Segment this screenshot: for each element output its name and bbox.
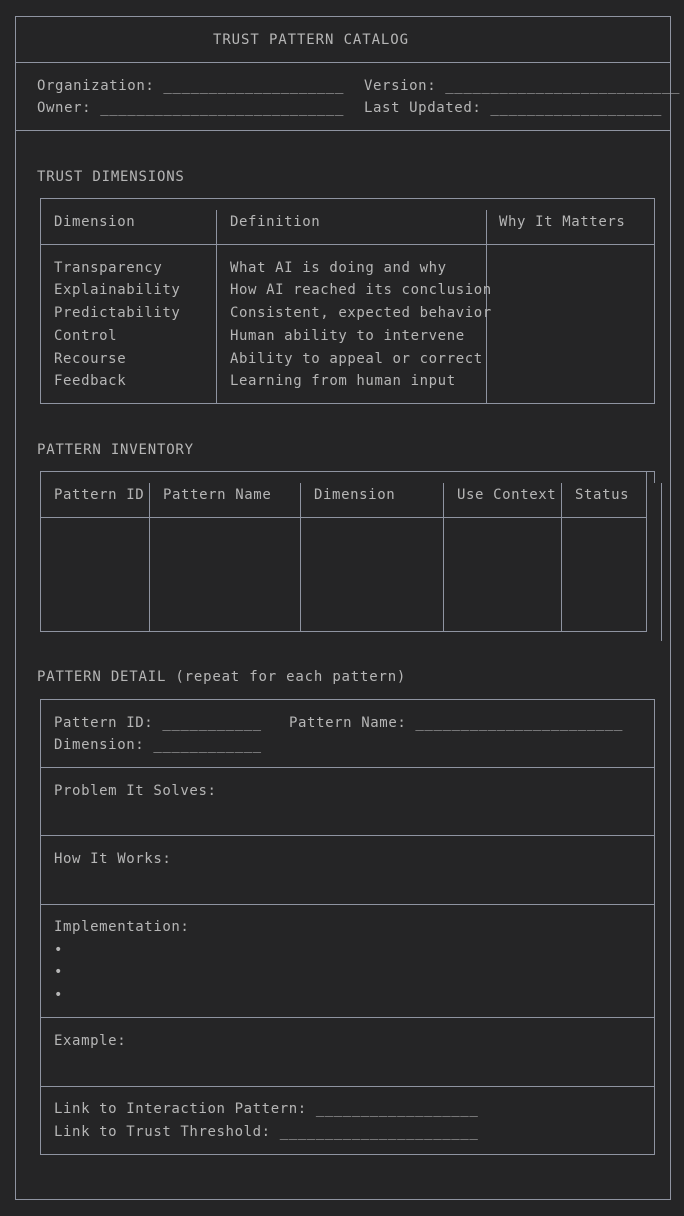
dimension-cell: Recourse	[54, 351, 127, 367]
detail-pattern-name: Pattern Name: _______________________	[289, 715, 624, 731]
detail-example-label: Example:	[54, 1033, 127, 1049]
definition-cell: Ability to appeal or correct	[230, 351, 483, 367]
definition-cell: How AI reached its conclusion	[230, 282, 492, 298]
detail-bullet: •	[54, 964, 64, 980]
col-header-definition: Definition	[230, 214, 321, 230]
detail-bullet: •	[54, 942, 64, 958]
col-header-why: Why It Matters	[499, 214, 626, 230]
dimension-cell: Control	[54, 328, 118, 344]
page-title: TRUST PATTERN CATALOG	[213, 32, 409, 48]
trust-dimensions-col-divider-1	[216, 210, 217, 404]
detail-implementation-label: Implementation:	[54, 919, 190, 935]
detail-divider-2	[40, 835, 655, 836]
detail-problem-label: Problem It Solves:	[54, 783, 217, 799]
detail-divider-3	[40, 904, 655, 905]
owner-field: Owner: ___________________________	[37, 100, 344, 116]
trust-dimensions-title: TRUST DIMENSIONS	[37, 169, 185, 185]
version-field: Version: __________________________	[364, 78, 681, 94]
dimension-cell: Transparency	[54, 260, 163, 276]
detail-divider-1	[40, 767, 655, 768]
header-divider	[15, 130, 671, 131]
pattern-inventory-overflow-border	[661, 483, 662, 641]
detail-pattern-id: Pattern ID: ___________	[54, 715, 262, 731]
definition-cell: Human ability to intervene	[230, 328, 465, 344]
definition-cell: Consistent, expected behavior	[230, 305, 492, 321]
dimension-cell: Feedback	[54, 373, 127, 389]
detail-how-label: How It Works:	[54, 851, 172, 867]
col-header-pattern-name: Pattern Name	[163, 487, 272, 503]
dimension-cell: Explainability	[54, 282, 181, 298]
pattern-inventory-header-divider	[40, 517, 647, 518]
trust-dimensions-header-divider	[40, 244, 655, 245]
pattern-inventory-title: PATTERN INVENTORY	[37, 442, 194, 458]
last-updated-field: Last Updated: ___________________	[364, 100, 662, 116]
col-header-use-context: Use Context	[457, 487, 557, 503]
col-header-status: Status	[575, 487, 630, 503]
pattern-inventory-col-divider-4	[561, 483, 562, 632]
pattern-inventory-col-divider-1	[149, 483, 150, 632]
col-header-dimension: Dimension	[314, 487, 396, 503]
detail-link-threshold: Link to Trust Threshold: ______________________	[54, 1124, 479, 1140]
pattern-inventory-top-extension-edge	[654, 471, 655, 483]
pattern-detail-title: PATTERN DETAIL (repeat for each pattern)	[37, 669, 407, 685]
pattern-inventory-col-divider-3	[443, 483, 444, 632]
detail-bullet: •	[54, 987, 64, 1003]
organization-field: Organization: ____________________	[37, 78, 344, 94]
detail-link-interaction: Link to Interaction Pattern: __________________	[54, 1101, 479, 1117]
pattern-inventory-col-divider-2	[300, 483, 301, 632]
detail-divider-4	[40, 1017, 655, 1018]
col-header-dimension: Dimension	[54, 214, 136, 230]
definition-cell: What AI is doing and why	[230, 260, 447, 276]
title-divider	[15, 62, 671, 63]
dimension-cell: Predictability	[54, 305, 181, 321]
definition-cell: Learning from human input	[230, 373, 456, 389]
col-header-pattern-id: Pattern ID	[54, 487, 145, 503]
detail-divider-5	[40, 1086, 655, 1087]
detail-dimension: Dimension: ____________	[54, 737, 262, 753]
